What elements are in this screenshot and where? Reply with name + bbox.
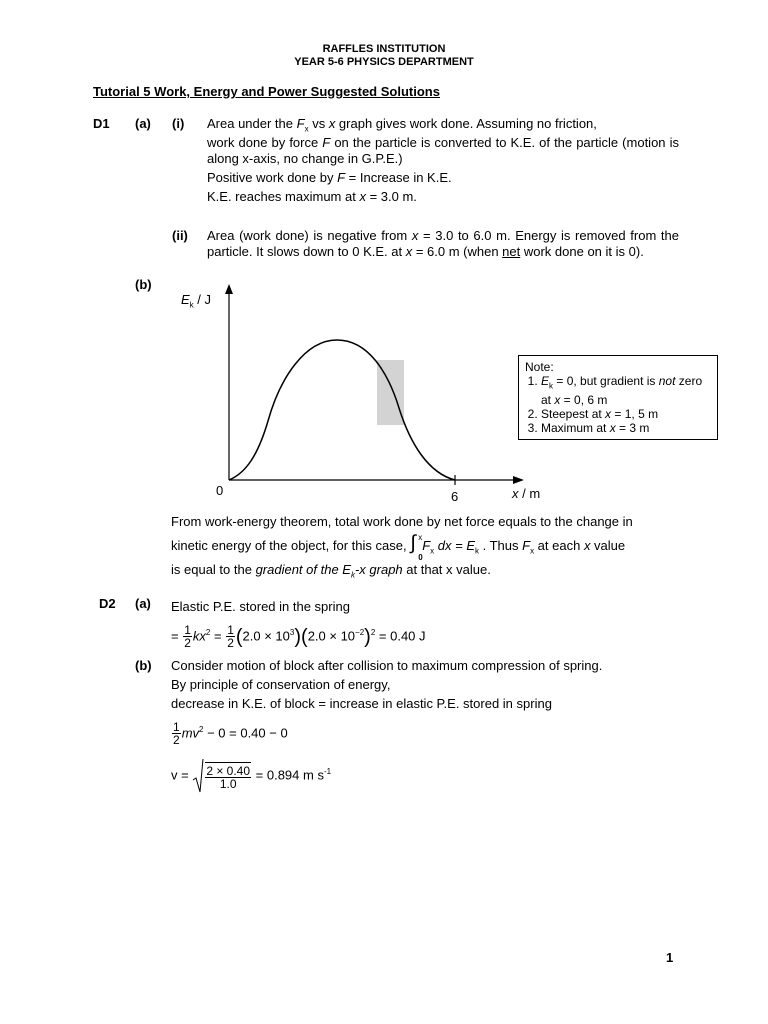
graph-tick-6-label: 6 — [451, 489, 459, 504]
d2-b-line3: decrease in K.E. of block = increase in elastic P.E. stored in spring — [171, 696, 552, 711]
d2-b-equation2: v = $\frac{2 \times 0.40}{1.0}$ = 0.894 m $s^{-1}$ — [171, 754, 331, 794]
note-item-2: 2. Steepest at x = 1, 5 m — [541, 407, 711, 421]
x-axis-arrow — [513, 476, 524, 484]
page-number: 1 — [666, 950, 674, 965]
part-i-label: (i) — [172, 116, 185, 131]
d2-a-equation: = $\frac{1}{2}$ $kx^2$ = $\frac{1}{2}$ $(2.0 \times 10^3)(2.0 \times 10^{-2})^2 = 0.40$ J — [171, 623, 426, 651]
department-name: YEAR 5-6 PHYSICS DEPARTMENT — [294, 56, 474, 68]
theorem-line3: is equal to the gradient of the $E_k-x$ graph at that x value. — [171, 562, 491, 580]
d2-part-a-label: (a) — [135, 596, 151, 611]
institution-name: RAFFLES INSTITUTION — [322, 43, 446, 55]
square-root: $\frac{2 \times 0.40}{1.0}$ — [192, 758, 252, 795]
d2-b-line1: Consider motion of block after collision to maximum compression of spring. — [171, 658, 603, 673]
d1-i-line1: Area under the $F_x$ vs x graph gives work done. Assuming no friction, — [207, 116, 597, 134]
d1-i-line3: Positive work done by F = Increase in K.E. — [207, 170, 452, 185]
theorem-line1: From work-energy theorem, total work done by net force equals to the change in — [171, 514, 633, 529]
d2-b-line2: By principle of conservation of energy, — [171, 677, 391, 692]
d1-i-line2: work done by force F on the particle is converted to K.E. of the particle (motion is along x-axis, no change in G.P.E.) — [207, 135, 679, 166]
note-item-3: 3. Maximum at x = 3 m — [541, 421, 711, 435]
ek-x-graph — [200, 280, 530, 500]
note-title: Note: — [525, 360, 554, 374]
question-d2-label: D2 — [99, 596, 116, 611]
graph-x-label: x / m — [512, 486, 541, 501]
note-box — [518, 355, 718, 440]
graph-origin-label: 0 — [216, 483, 224, 498]
d2-b-equation1: $\frac{1}{2}$ $mv^2 - 0 = 0.40 - 0$ — [173, 720, 288, 748]
d2-part-b-label: (b) — [135, 658, 152, 673]
page-title: Tutorial 5 Work, Energy and Power Suggested Solutions — [93, 84, 440, 99]
theorem-line2: kinetic energy of the object, for this case, ∫ x 0 $F_x$ dx = $E_k$ . Thus $F_x$ at each x value — [171, 531, 626, 562]
d2-a-line1: Elastic P.E. stored in the spring — [171, 599, 350, 614]
radical-sign — [192, 758, 204, 794]
part-b-label: (b) — [135, 277, 152, 292]
note-item-1: 1. $E_k = 0$, but gradient is not zero at x = 0, 6 m — [541, 374, 711, 407]
d1-ii-text: Area (work done) is negative from x = 3.0 to 6.0 m. Energy is removed from the particle. It slows down to 0 K.E. at x = 6.0 m (when net work done on it is 0). — [207, 228, 679, 259]
highlight-region — [377, 360, 404, 425]
integral-symbol: ∫ x 0 — [410, 531, 423, 562]
ek-curve — [229, 340, 455, 480]
question-d1-label: D1 — [93, 116, 110, 131]
part-ii-label: (ii) — [172, 228, 188, 243]
part-a-label: (a) — [135, 116, 151, 131]
graph-y-label: $E_k$ / J — [181, 292, 212, 310]
d1-i-line4: K.E. reaches maximum at x = 3.0 m. — [207, 189, 417, 204]
y-axis-arrow — [225, 284, 233, 294]
